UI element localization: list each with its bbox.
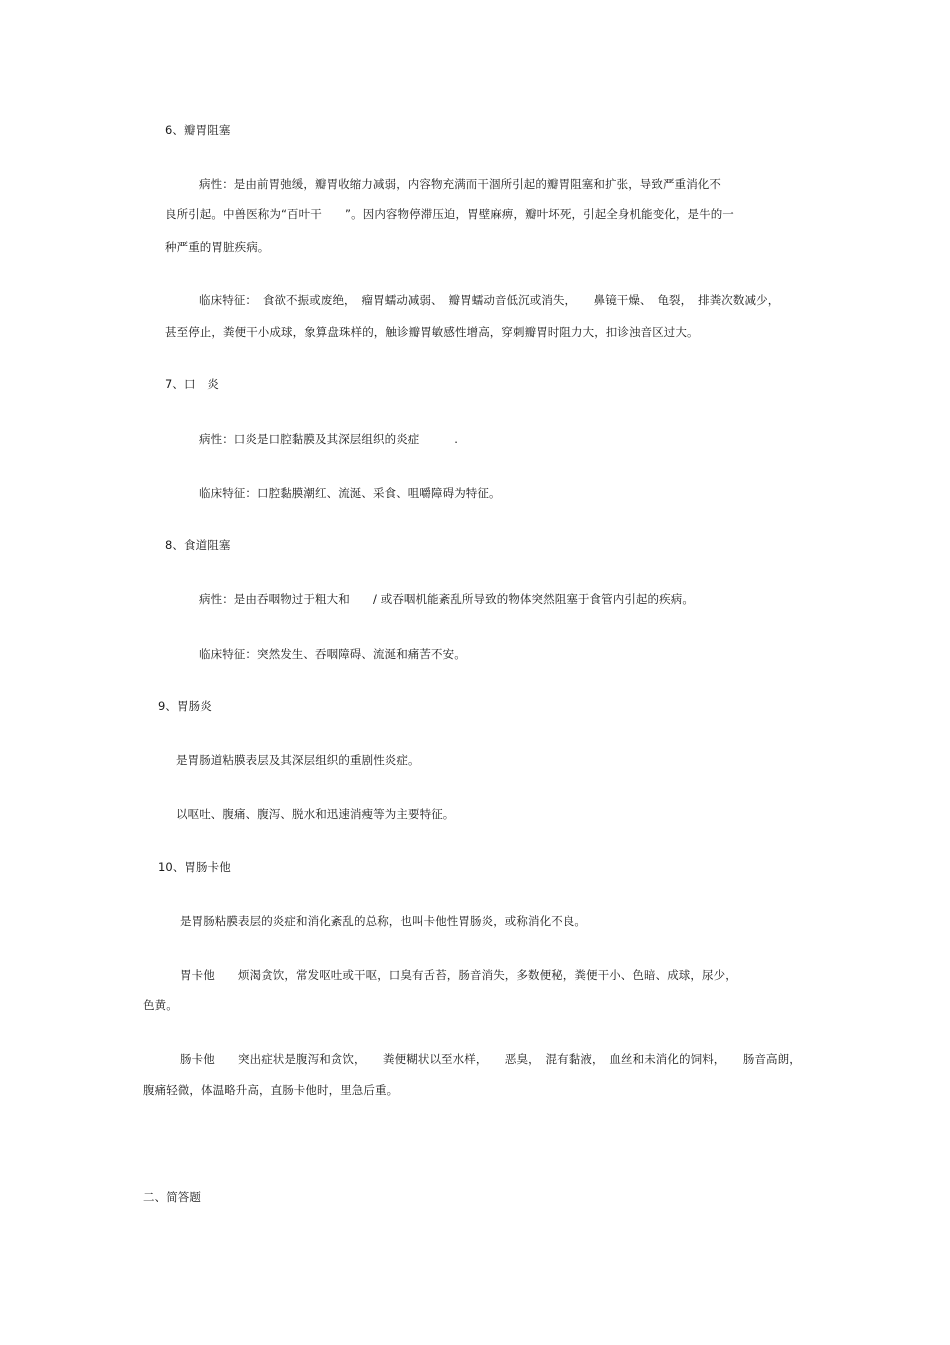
- section-heading: 二、简答题: [143, 1190, 201, 1204]
- paragraph-line: 良所引起。中兽医称为“百叶干 ”。因内容物停滞压迫，胃壁麻痹，瓣叶坏死，引起全身机能变化，是牛的一: [165, 207, 734, 221]
- paragraph-line: 临床特征：口腔黏膜潮红、流涎、采食、咀嚼障碍为特征。: [199, 486, 501, 500]
- section-heading: 10、胃肠卡他: [158, 860, 231, 874]
- section-heading: 8、食道阻塞: [165, 538, 231, 552]
- paragraph-line: 胃卡他 烦渴贪饮，常发呕吐或干呕，口臭有舌苔，肠音消失，多数便秘，粪便干小、色暗、成球，尿少，: [180, 968, 737, 982]
- section-heading: 6、瓣胃阻塞: [165, 123, 231, 137]
- paragraph-line: 临床特征：突然发生、吞咽障碍、流涎和痛苦不安。: [199, 647, 466, 661]
- paragraph-line: 是胃肠道粘膜表层及其深层组织的重剧性炎症。: [176, 753, 420, 767]
- paragraph-line: 以呕吐、腹痛、腹泻、脱水和迅速消瘦等为主要特征。: [176, 807, 455, 821]
- paragraph-line: 临床特征： 食欲不振或废绝， 瘤胃蠕动减弱、 瓣胃蠕动音低沉或消失， 鼻镜干燥、 龟裂， 排粪次数减少，: [199, 293, 780, 307]
- paragraph-line: 是胃肠粘膜表层的炎症和消化紊乱的总称，也叫卡他性胃肠炎，或称消化不良。: [180, 914, 586, 928]
- section-heading: 7、口 炎: [165, 377, 219, 391]
- paragraph-line: 甚至停止，粪便干小成球，象算盘珠样的，触诊瓣胃敏感性增高，穿刺瓣胃时阻力大，扣诊浊音区过大。: [165, 325, 699, 339]
- paragraph-line: 色黄。: [143, 998, 178, 1012]
- paragraph-line: 病性：是由吞咽物过于粗大和 / 或吞咽机能紊乱所导致的物体突然阻塞于食管内引起的疾病。: [199, 592, 694, 606]
- paragraph-line: 种严重的胃脏疾病。: [165, 240, 270, 254]
- paragraph-line: 病性：是由前胃弛缓，瓣胃收缩力减弱，内容物充满而干涸所引起的瓣胃阻塞和扩张，导致严重消化不: [199, 177, 721, 191]
- section-heading: 9、胃肠炎: [158, 699, 212, 713]
- paragraph-line: 腹痛轻微，体温略升高，直肠卡他时，里急后重。: [143, 1083, 399, 1097]
- paragraph-line: 病性：口炎是口腔黏膜及其深层组织的炎症 .: [199, 432, 458, 446]
- paragraph-line: 肠卡他 突出症状是腹泻和贪饮， 粪便糊状以至水样， 恶臭， 混有黏液， 血丝和未消化的饲料， 肠音高朗，: [180, 1052, 801, 1066]
